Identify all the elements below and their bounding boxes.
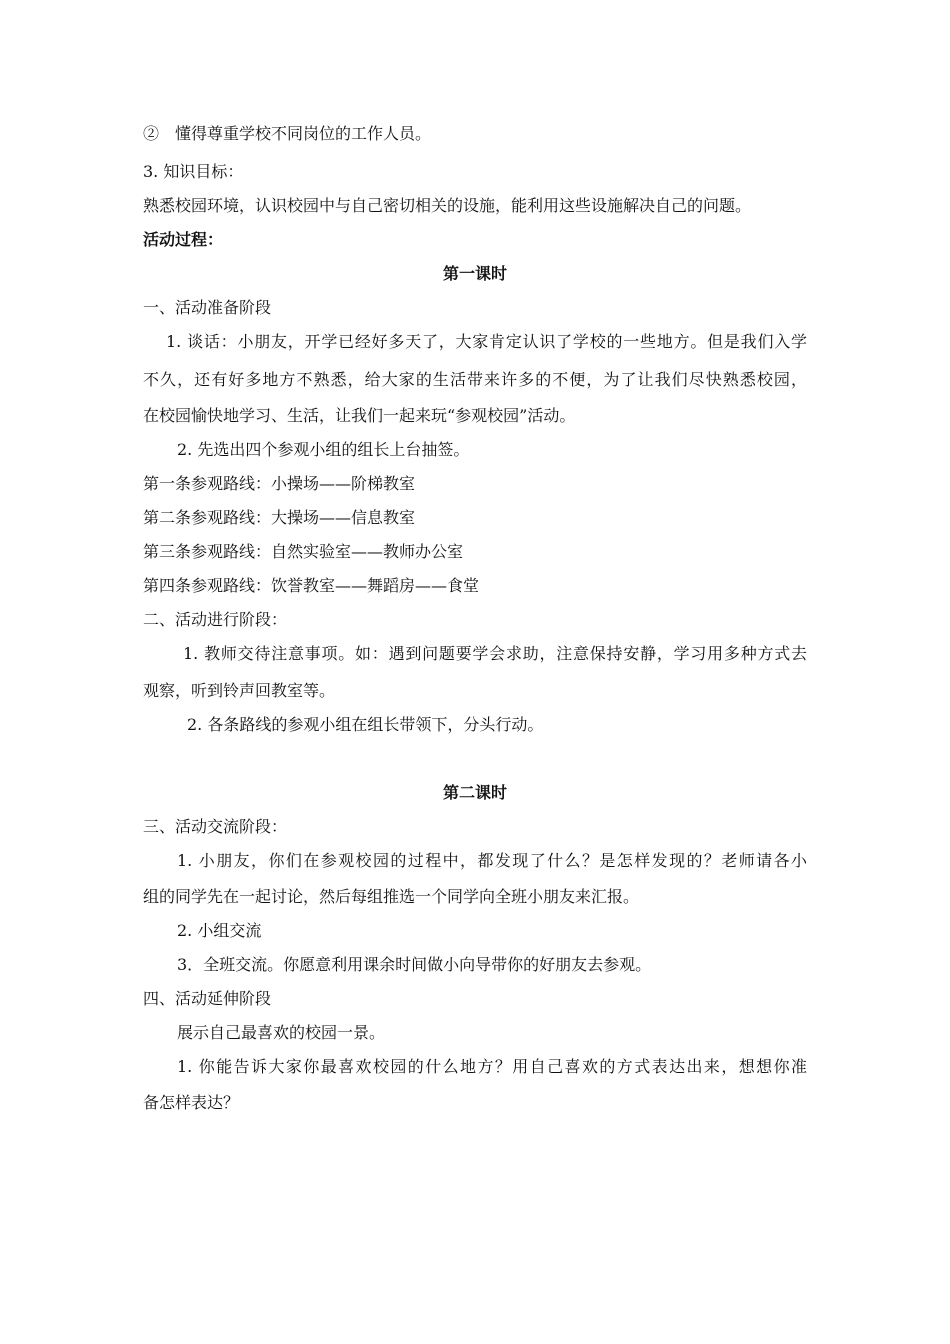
paragraph-line: 1. 教师交待注意事项。如：遇到问题要学会求助，注意保持安静，学习用多种方式去 [183,644,807,663]
paragraph-line: 备怎样表达？ [143,1093,240,1112]
paragraph-line: 2. 小组交流 [177,921,262,940]
paragraph-line: 展示自己最喜欢的校园一景。 [177,1023,386,1042]
section-progress-heading: 二、活动进行阶段： [143,610,288,629]
paragraph-line: 1. 小朋友，你们在参观校园的过程中，都发现了什么？是怎样发现的？老师请各小 [177,851,807,870]
paragraph-line: 2. 各条路线的参观小组在组长带领下，分头行动。 [187,715,544,734]
route-line: 第二条参观路线：大操场——信息教室 [143,508,416,527]
knowledge-goal-heading: 3. 知识目标： [143,162,244,181]
knowledge-goal-text: 熟悉校园环境，认识校园中与自己密切相关的设施，能利用这些设施解决自己的问题。 [143,196,752,215]
lesson-one-title: 第一课时 [442,264,507,283]
section-preparation-heading: 一、活动准备阶段 [143,298,272,317]
section-exchange-heading: 三、活动交流阶段： [143,817,288,836]
section-extension-heading: 四、活动延伸阶段 [143,989,272,1008]
paragraph-line: 2. 先选出四个参观小组的组长上台抽签。 [177,440,470,459]
lesson-two-title: 第二课时 [442,783,507,802]
objective-line-respect-staff: ② 懂得尊重学校不同岗位的工作人员。 [143,124,432,143]
activity-process-heading: 活动过程： [143,230,224,249]
paragraph-line: 1. 谈话：小朋友，开学已经好多天了，大家肯定认识了学校的一些地方。但是我们入学 [166,332,807,351]
paragraph-line: 组的同学先在一起讨论，然后每组推选一个同学向全班小朋友来汇报。 [143,887,640,906]
route-line: 第一条参观路线：小操场——阶梯教室 [143,474,416,493]
paragraph-line: 在校园愉快地学习、生活，让我们一起来玩“参观校园”活动。 [143,406,576,425]
route-line: 第四条参观路线：饮誉教室——舞蹈房——食堂 [143,576,480,595]
route-line: 第三条参观路线：自然实验室——教师办公室 [143,542,464,561]
paragraph-line: 不久，还有好多地方不熟悉，给大家的生活带来许多的不便，为了让我们尽快熟悉校园， [143,370,807,389]
paragraph-line: 3．全班交流。你愿意利用课余时间做小向导带你的好朋友去参观。 [177,955,652,974]
paragraph-line: 观察，听到铃声回教室等。 [143,681,336,700]
paragraph-line: 1. 你能告诉大家你最喜欢校园的什么地方？用自己喜欢的方式表达出来，想想你准 [177,1057,807,1076]
